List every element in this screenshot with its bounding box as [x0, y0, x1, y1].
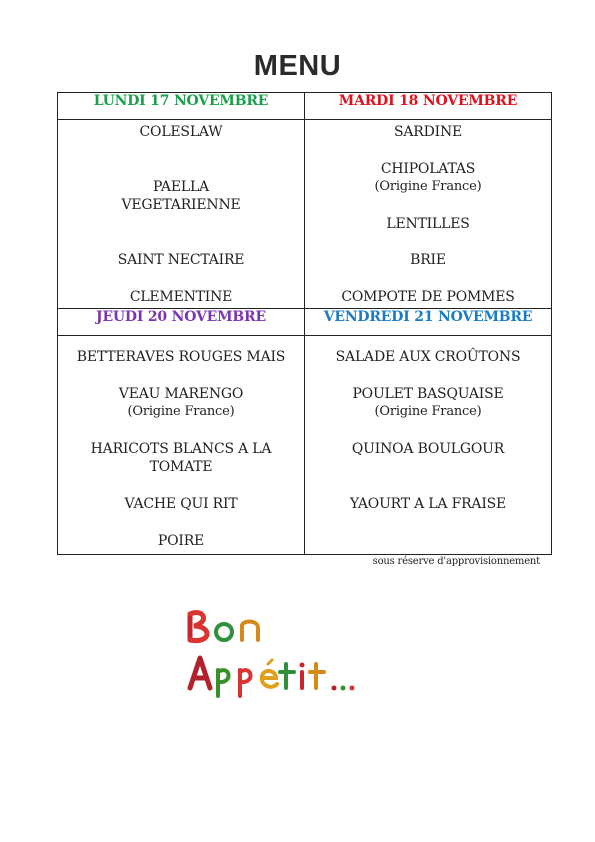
- menu-item-name: VEAU MARENGO: [118, 386, 244, 402]
- day-header-vendredi: VENDREDI 21 NOVEMBRE: [305, 309, 552, 336]
- menu-item: [62, 385, 300, 421]
- day-cell-jeudi: [58, 336, 305, 555]
- supply-disclaimer: sous réserve d'approvisionnement: [372, 556, 540, 567]
- menu-item: SAINT NECTAIRE: [117, 252, 245, 268]
- menu-item: BRIE: [410, 252, 446, 268]
- menu-item-name: CHIPOLATAS: [380, 161, 476, 177]
- menu-item: VACHE QUI RIT: [124, 496, 238, 512]
- origin-note: (Origine France): [374, 179, 482, 194]
- menu-item: COLESLAW: [139, 124, 223, 140]
- menu-item: [309, 160, 547, 196]
- menu-item: POIRE: [157, 533, 205, 549]
- menu-item: QUINOA BOULGOUR: [351, 441, 505, 457]
- menu-item: CLEMENTINE: [129, 289, 233, 305]
- menu-item-name: POULET BASQUAISE: [352, 386, 504, 402]
- menu-item: SARDINE: [393, 124, 463, 140]
- menu-item: SALADE AUX CROÛTONS: [335, 349, 521, 365]
- bon-appetit-logo: [182, 600, 392, 700]
- day-header-lundi: LUNDI 17 NOVEMBRE: [58, 93, 305, 120]
- day-cell-vendredi: [305, 336, 552, 555]
- menu-item: LENTILLES: [386, 216, 470, 232]
- menu-item: PAELLA VEGETARIENNE: [121, 179, 241, 213]
- menu-item: COMPOTE DE POMMES: [341, 289, 515, 305]
- day-cell-lundi: [58, 120, 305, 309]
- origin-note: (Origine France): [374, 404, 482, 419]
- origin-note: (Origine France): [127, 404, 235, 419]
- day-header-mardi: MARDI 18 NOVEMBRE: [305, 93, 552, 120]
- day-header-jeudi: JEUDI 20 NOVEMBRE: [58, 309, 305, 336]
- menu-table: [57, 92, 552, 555]
- day-cell-mardi: [305, 120, 552, 309]
- menu-item: [309, 385, 547, 421]
- menu-item: HARICOTS BLANCS A LA TOMATE: [90, 441, 272, 475]
- page-title: MENU: [253, 50, 342, 82]
- menu-item: BETTERAVES ROUGES MAIS: [76, 349, 286, 365]
- menu-item: YAOURT A LA FRAISE: [349, 496, 507, 512]
